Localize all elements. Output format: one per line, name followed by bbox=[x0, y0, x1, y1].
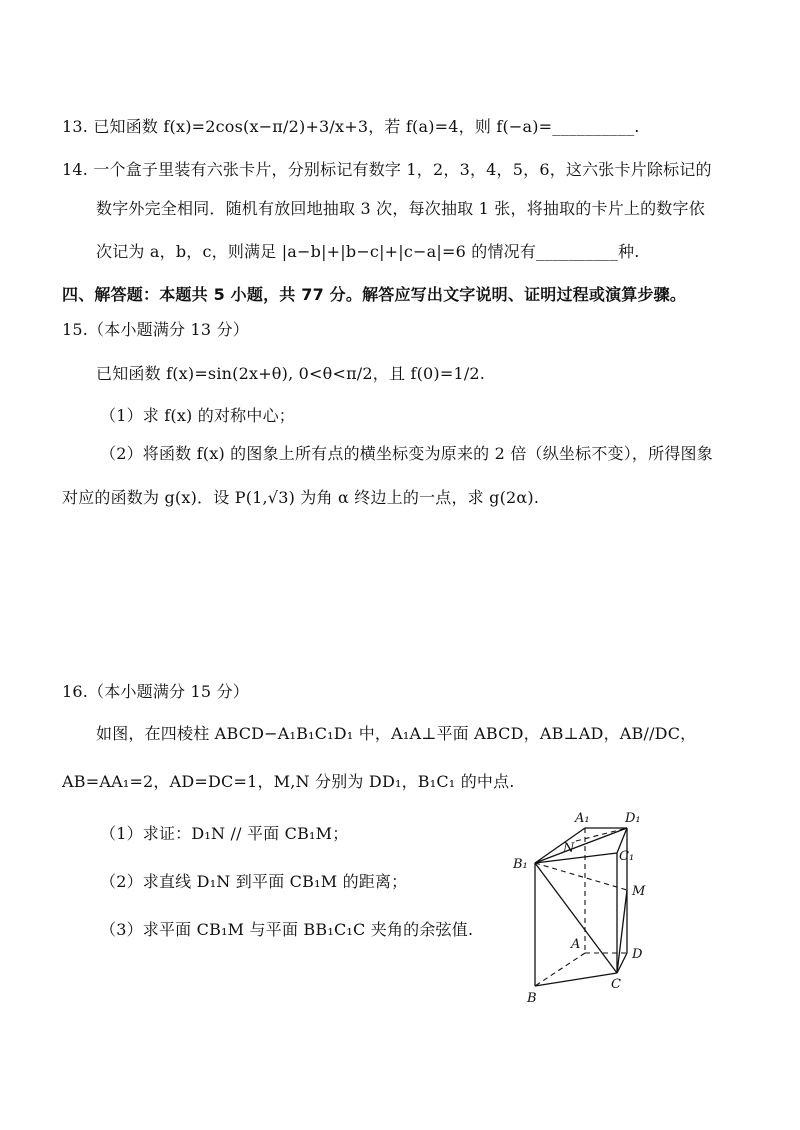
q14-line-1: 14. 一个盒子里装有六张卡片，分别标记有数字 1，2，3，4，5，6，这六张卡片除标记的 bbox=[62, 160, 712, 179]
q15-part-1: （1）求 f(x) 的对称中心； bbox=[100, 406, 295, 425]
q16-part-3: （3）求平面 CB₁M 与平面 BB₁C₁C 夹角的余弦值. bbox=[100, 920, 474, 939]
section-4-heading: 四、解答题：本题共 5 小题，共 77 分。解答应写出文字说明、证明过程或演算步骤。 bbox=[62, 285, 687, 304]
label-c: C bbox=[611, 977, 621, 992]
q15-line-1: 已知函数 f(x)=sin(2x+θ), 0<θ<π/2，且 f(0)=1/2. bbox=[96, 364, 486, 383]
q16-title: 16.（本小题满分 15 分） bbox=[62, 682, 249, 701]
q16-part-2: （2）求直线 D₁N 到平面 CB₁M 的距离； bbox=[100, 872, 408, 891]
q15-title: 15.（本小题满分 13 分） bbox=[62, 320, 249, 339]
q16-line-2: AB=AA₁=2，AD=DC=1，M,N 分别为 DD₁，B₁C₁ 的中点. bbox=[62, 772, 515, 791]
label-n: N bbox=[563, 841, 575, 856]
q14-line-2: 数字外完全相同．随机有放回地抽取 3 次，每次抽取 1 张，将抽取的卡片上的数字依 bbox=[96, 199, 705, 218]
hidden-edges bbox=[535, 828, 627, 986]
q15-part-2a: （2）将函数 f(x) 的图象上所有点的横坐标变为原来的 2 倍（纵坐标不变），所得图象 bbox=[100, 444, 713, 463]
label-d1: D₁ bbox=[625, 811, 641, 826]
label-d: D bbox=[632, 947, 643, 962]
label-b: B bbox=[527, 991, 537, 1006]
label-a1: A₁ bbox=[575, 811, 590, 826]
label-b1: B₁ bbox=[513, 857, 528, 872]
prism-figure bbox=[505, 808, 675, 1013]
solid-edges bbox=[535, 828, 627, 986]
prism-diagram bbox=[505, 808, 675, 1013]
q13-text: 13. 已知函数 f(x)=2cos(x−π/2)+3/x+3，若 f(a)=4，则 f(−a)=__________. bbox=[62, 117, 640, 136]
q16-line-1: 如图，在四棱柱 ABCD−A₁B₁C₁D₁ 中，A₁A⊥平面 ABCD，AB⊥AD，AB//DC， bbox=[96, 724, 697, 743]
label-m: M bbox=[632, 884, 646, 899]
q14-line-3: 次记为 a，b，c，则满足 |a−b|+|b−c|+|c−a|=6 的情况有__________种. bbox=[96, 242, 640, 261]
label-a: A bbox=[571, 937, 581, 952]
label-c1: C₁ bbox=[619, 849, 635, 864]
q16-part-1: （1）求证：D₁N // 平面 CB₁M； bbox=[100, 824, 349, 843]
q15-part-2b: 对应的函数为 g(x)．设 P(1,√3) 为角 α 终边上的一点，求 g(2α). bbox=[62, 488, 540, 507]
